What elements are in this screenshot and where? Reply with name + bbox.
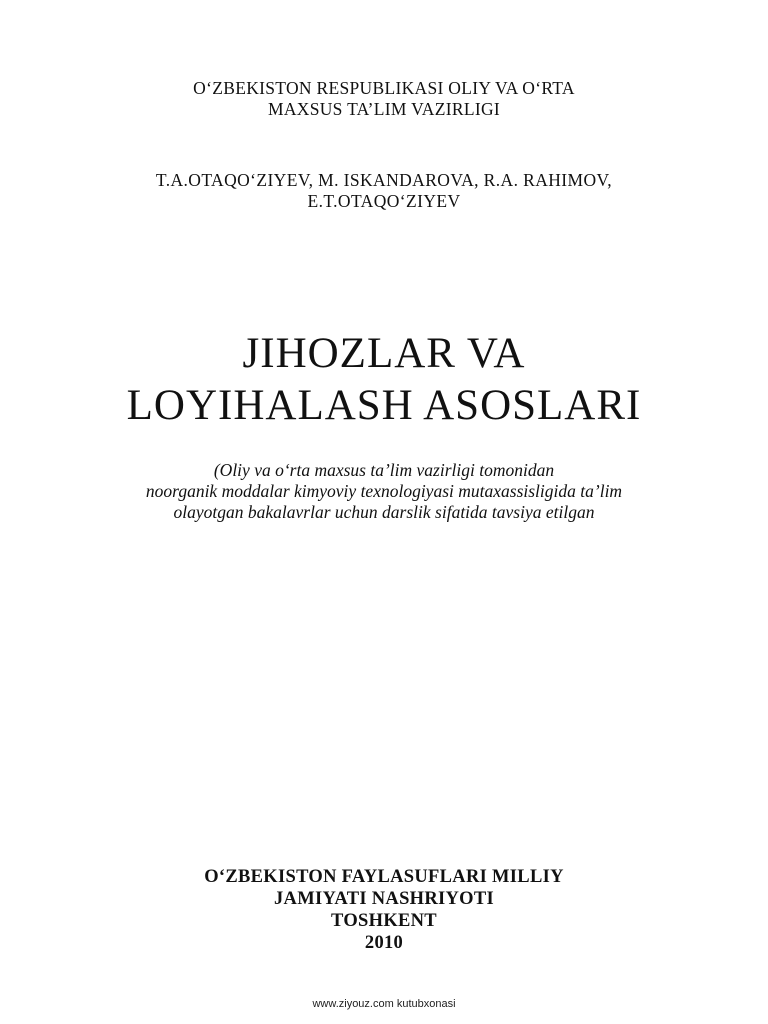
subtitle-line-3: olayotgan bakalavrlar uchun darslik sifatida tavsiya etilgan (173, 502, 595, 522)
footer-watermark (0, 998, 768, 1011)
authors-line-1: T.A.OTAQO‘ZIYEV, M. ISKANDAROVA, R.A. RAHIMOV, (155, 170, 613, 190)
publisher-info (0, 866, 768, 954)
footer-text: www.ziyouz.com kutubxonasi (312, 998, 456, 1010)
publication-year: 2010 (364, 933, 404, 953)
authors (0, 170, 768, 212)
book-subtitle (0, 460, 768, 523)
publisher-city: TOSHKENT (331, 911, 437, 931)
ministry-line-1: O‘ZBEKISTON RESPUBLIKASI OLIY VA O‘RTA (193, 78, 575, 98)
book-title (0, 328, 768, 432)
subtitle-line-2: noorganik moddalar kimyoviy texnologiyasi mutaxassisligida ta’lim (145, 481, 623, 501)
subtitle-line-1: (Oliy va o‘rta maxsus ta’lim vazirligi tomonidan (213, 460, 555, 480)
title-line-1: JIHOZLAR VA (242, 330, 526, 377)
ministry-line-2: MAXSUS TA’LIM VAZIRLIGI (267, 99, 501, 119)
publisher-line-1: O‘ZBEKISTON FAYLASUFLARI MILLIY (204, 867, 564, 887)
authors-line-2: E.T.OTAQO‘ZIYEV (307, 191, 461, 211)
ministry-heading (0, 78, 768, 120)
title-line-2: LOYIHALASH ASOSLARI (126, 382, 642, 429)
publisher-line-2: JAMIYATI NASHRIYOTI (273, 889, 495, 909)
